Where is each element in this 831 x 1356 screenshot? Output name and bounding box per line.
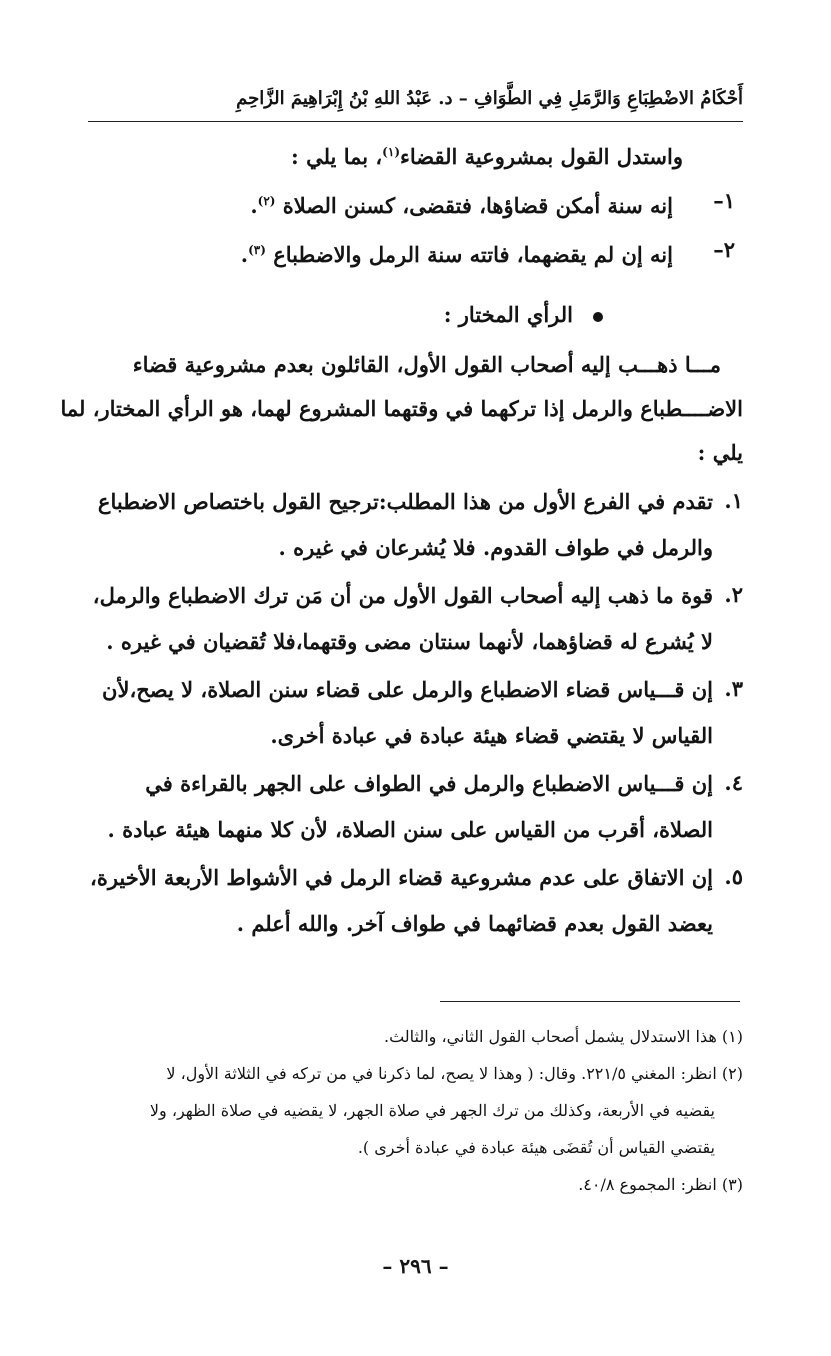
footnote-ref-3: (٣) (248, 243, 266, 257)
sub-item (88, 179, 743, 228)
footnotes (88, 1018, 743, 1203)
footnote-2: (٢) انظر: المغني ٢٢١/٥. وقال: ( وهذا لا يصح، لما ذكرنا في من تركه في الثلاثة الأول، لا (166, 1064, 743, 1083)
bullet-icon (593, 312, 603, 322)
footnote-2-continued: يقتضي القياس أن تُقضَى هيئة عبادة في عبادة أخرى ). (357, 1138, 715, 1157)
list-item-number: ٤. (724, 770, 743, 795)
footnote-3: (٣) انظر: المجموع ٤٠/٨. (578, 1175, 743, 1194)
footnote-separator (440, 1001, 740, 1002)
list-item-text: تقدم في الفرع الأول من هذا المطلب:ترجيح القول باختصاص الاضطباع والرمل في طواف القدوم. فلا يُشرعان في غيره . (97, 489, 713, 560)
running-header: أَحْكَامُ الاضْطِبَاعِ وَالرَّمَلِ فِي الطَّوَافِ – د. عَبْدُ اللهِ بْنُ إِبْرَاهِيمَ الزَّاحِمِ (236, 88, 743, 109)
sub-item-number: ١– (713, 188, 735, 213)
list-item (88, 855, 743, 947)
paragraph-line: يلي : (697, 440, 743, 465)
sub-item-text: إنه إن لم يقضهما، فاتته سنة الرمل والاضطباع $^{(٣)}$. (240, 242, 673, 267)
footnote-1: (١) هذا الاستدلال يشمل أصحاب القول الثاني، والثالث. (383, 1027, 743, 1046)
footnote-ref-1: (١) (382, 145, 400, 159)
list-item-text: قوة ما ذهب إليه أصحاب القول الأول من أن مَن ترك الاضطباع والرمل، لا يُشرع له قضاؤهما، لأنهما سنتان مضى وقتهما،فلا تُقضيان في غيره . (92, 583, 713, 654)
list-item-number: ١. (724, 488, 743, 513)
header-rule (88, 121, 743, 122)
section-heading (88, 293, 743, 337)
list-item (88, 761, 743, 853)
list-item-number: ٥. (724, 864, 743, 889)
footnote-2-continued: يقضيه في الأربعة، وكذلك من ترك الجهر في صلاة الجهر، لا يقضيه في صلاة الظهر، ولا (149, 1101, 715, 1120)
paragraph-line: الاضــــطباع والرمل إذا تركهما في وقتهما المشروع لهما، هو الرأي المختار، لما (60, 396, 743, 421)
list-item-number: ٢. (724, 582, 743, 607)
footnote-ref-2: (٢) (257, 194, 276, 208)
page-number: – ٢٩٦ – (382, 1254, 449, 1278)
list-item-text: إن قـــياس الاضطباع والرمل في الطواف على الجهر بالقراءة في الصلاة، أقرب من القياس على سنن الصلاة، لأن كلا منهما هيئة عبادة . (107, 771, 713, 842)
intro-text: واستدل القول بمشروعية القضاء (400, 144, 683, 169)
list-item-text: إن قـــياس قضاء الاضطباع والرمل على قضاء سنن الصلاة، لا يصح،لأن القياس لا يقتضي قضاء هيئة عبادة في عبادة أخرى. (102, 677, 713, 748)
sub-item-number: ٢– (713, 237, 735, 262)
paragraph (60, 343, 743, 475)
main-text (60, 130, 743, 947)
list-item-number: ٣. (724, 676, 743, 701)
list-item (88, 479, 743, 571)
sub-item (88, 228, 743, 277)
numbered-list (88, 479, 743, 947)
list-item (88, 573, 743, 665)
list-item-text: إن الاتفاق على عدم مشروعية قضاء الرمل في الأشواط الأربعة الأخيرة، يعضد القول بعدم قضائهما في طواف آخر. والله أعلم . (90, 865, 713, 936)
paragraph-line: مـــا ذهـــب إليه أصحاب القول الأول، القائلون بعدم مشروعية قضاء (132, 352, 721, 377)
intro-line (88, 130, 743, 179)
list-item (88, 667, 743, 759)
intro-end: ، بما يلي : (291, 144, 383, 169)
heading-text: الرأي المختار : (443, 302, 573, 327)
sub-item-text: إنه سنة أمكن قضاؤها، فتقضى، كسنن الصلاة $^{(٢)}$. (250, 193, 673, 218)
